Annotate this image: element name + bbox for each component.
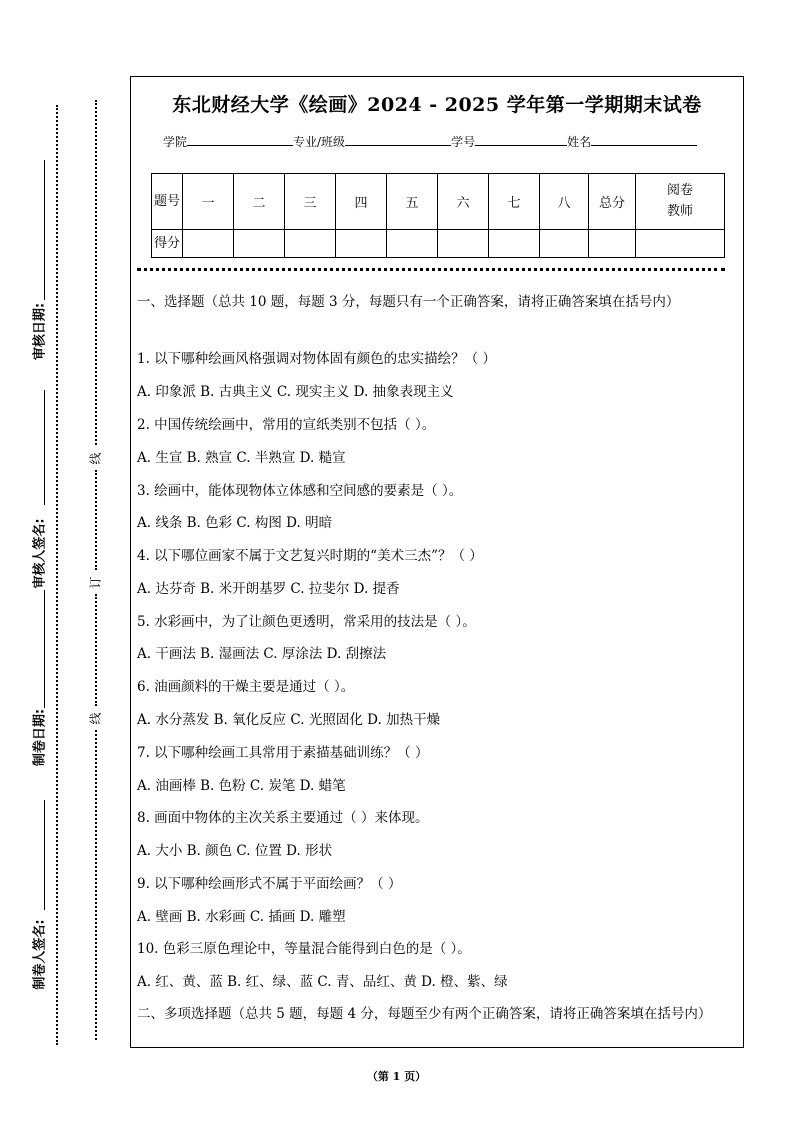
binding-dotted-line-top: [95, 100, 97, 445]
question-6-options: A. 水分蒸发 B. 氧化反应 C. 光照固化 D. 加热干燥: [137, 712, 441, 728]
question-5-options: A. 干画法 B. 湿画法 C. 厚涂法 D. 刮擦法: [137, 646, 387, 662]
question-4-options: A. 达芬奇 B. 米开朗基罗 C. 拉斐尔 D. 提香: [137, 581, 400, 597]
question-2-options: A. 生宣 B. 熟宣 C. 半熟宣 D. 糙宣: [137, 450, 346, 466]
col-7: 七: [489, 174, 540, 230]
col-3: 三: [285, 174, 336, 230]
question-5: 5. 水彩画中，为了让颜色更透明，常采用的技法是（ ）。: [137, 614, 476, 630]
col-8: 八: [540, 174, 589, 230]
score-table: [151, 173, 725, 258]
question-9: 9. 以下哪种绘画形式不属于平面绘画？（ ）: [137, 876, 402, 892]
binding-dotted-line-mid1: [95, 470, 97, 570]
header-dotted-separator: [137, 268, 725, 271]
col-total: 总分: [589, 174, 636, 230]
row-label-score: 得分: [152, 229, 183, 257]
question-1: 1. 以下哪种绘画风格强调对物体固有颜色的忠实描绘？（ ）: [137, 351, 496, 367]
reviewer-date-line: [44, 160, 45, 300]
exam-frame: [130, 76, 744, 1048]
score-cell-3[interactable]: [285, 229, 336, 257]
question-9-options: A. 壁画 B. 水彩画 C. 插画 D. 雕塑: [137, 909, 346, 925]
left-dotted-border: [56, 105, 58, 1045]
question-10: 10. 色彩三原色理论中，等量混合能得到白色的是（ ）。: [137, 941, 471, 957]
question-7: 7. 以下哪种绘画工具常用于素描基础训练？（ ）: [137, 745, 429, 761]
college-label: 学院: [163, 135, 188, 149]
question-1-options: A. 印象派 B. 古典主义 C. 现实主义 D. 抽象表现主义: [137, 384, 454, 400]
binding-dotted-line-bottom: [95, 730, 97, 1040]
maker-sign-line: [44, 800, 45, 910]
name-field[interactable]: [591, 133, 697, 146]
col-4: 四: [336, 174, 387, 230]
question-6: 6. 油画颜料的干燥主要是通过（ ）。: [137, 679, 355, 695]
binding-line-char-2: 线: [88, 712, 103, 725]
question-10-options: A. 红、黄、蓝 B. 红、绿、蓝 C. 青、品红、黄 D. 橙、紫、绿: [137, 974, 508, 990]
maker-sign-label: 制卷人签名:: [32, 919, 48, 990]
score-table-header-row: [152, 174, 725, 230]
page-number: （第 1 页）: [366, 1070, 427, 1083]
binding-ding-char: 订: [88, 576, 103, 589]
binding-line-char-1: 线: [88, 452, 103, 465]
maker-date-label: 制卷日期:: [32, 708, 48, 767]
question-3-options: A. 线条 B. 色彩 C. 构图 D. 明暗: [137, 515, 333, 531]
question-7-options: A. 油画棒 B. 色粉 C. 炭笔 D. 蜡笔: [137, 778, 346, 794]
score-cell-grader[interactable]: [636, 229, 725, 257]
row-label-question-no: 题号: [152, 174, 183, 230]
col-2: 二: [234, 174, 285, 230]
score-cell-5[interactable]: [387, 229, 438, 257]
score-cell-6[interactable]: [438, 229, 489, 257]
exam-title: 东北财经大学《绘画》2024 - 2025 学年第一学期期末试卷: [172, 94, 702, 116]
score-cell-2[interactable]: [234, 229, 285, 257]
score-table-score-row: [152, 229, 725, 257]
col-1: 一: [183, 174, 234, 230]
reviewer-sign-line: [44, 390, 45, 505]
question-2: 2. 中国传统绘画中，常用的宣纸类别不包括（ ）。: [137, 417, 436, 433]
col-grader: 阅卷教师: [636, 174, 725, 230]
question-4: 4. 以下哪位画家不属于文艺复兴时期的“美术三杰”？（ ）: [137, 548, 483, 564]
score-cell-7[interactable]: [489, 229, 540, 257]
col-6: 六: [438, 174, 489, 230]
question-8-options: A. 大小 B. 颜色 C. 位置 D. 形状: [137, 843, 333, 859]
major-field[interactable]: [345, 133, 451, 146]
score-cell-4[interactable]: [336, 229, 387, 257]
name-label: 姓名: [567, 135, 592, 149]
student-id-label: 学号: [451, 135, 476, 149]
student-info-row: [163, 133, 697, 150]
score-cell-total[interactable]: [589, 229, 636, 257]
binding-dotted-line-mid2: [95, 594, 97, 706]
reviewer-sign-label: 审核人签名:: [32, 518, 48, 589]
score-cell-1[interactable]: [183, 229, 234, 257]
major-label: 专业/班级: [293, 135, 346, 149]
reviewer-date-label: 审核日期:: [32, 302, 48, 361]
score-cell-8[interactable]: [540, 229, 589, 257]
student-id-field[interactable]: [475, 133, 567, 146]
question-8: 8. 画面中物体的主次关系主要通过（ ）来体现。: [137, 810, 429, 826]
question-3: 3. 绘画中，能体现物体立体感和空间感的要素是（ ）。: [137, 483, 463, 499]
col-5: 五: [387, 174, 438, 230]
section2-heading: 二、多项选择题（总共 5 题，每题 4 分，每题至少有两个正确答案，请将正确答案填在括号内）: [137, 1006, 712, 1022]
section1-heading: 一、选择题（总共 10 题，每题 3 分，每题只有一个正确答案，请将正确答案填在括号内）: [137, 294, 680, 310]
college-field[interactable]: [187, 133, 293, 146]
maker-date-line: [44, 590, 45, 708]
